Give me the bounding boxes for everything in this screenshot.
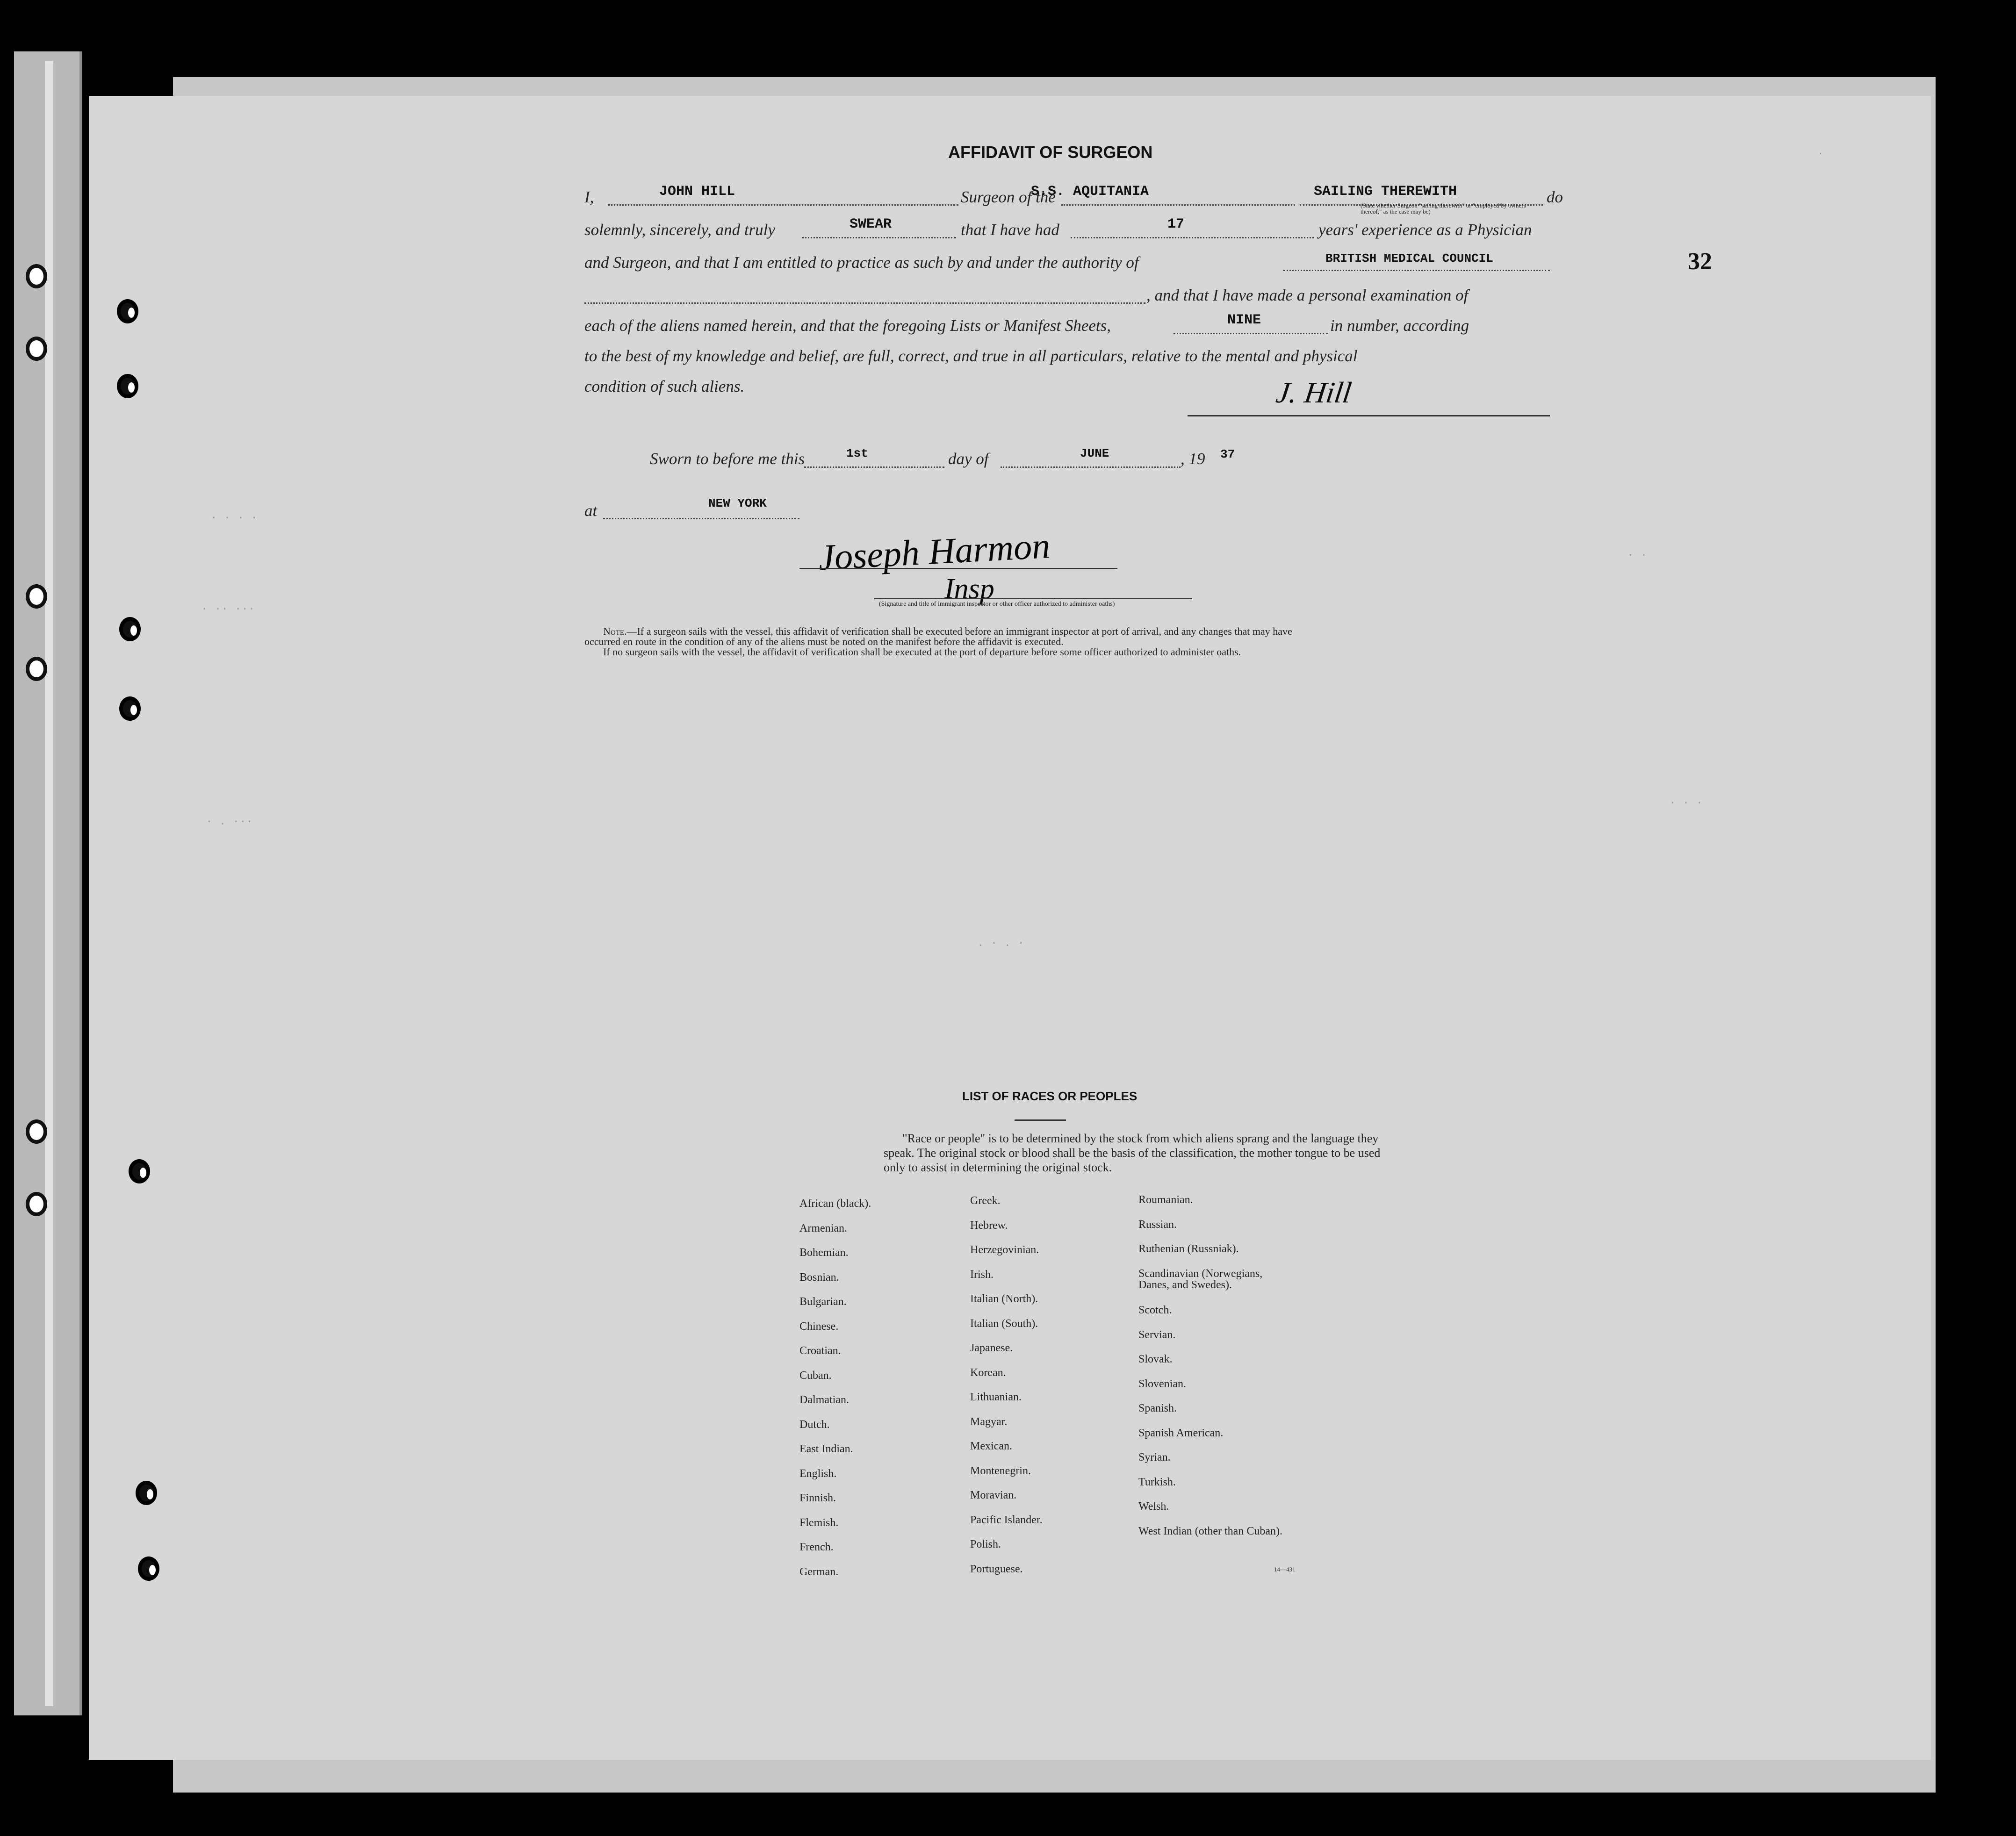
text-personal-examination: , and that I have made a personal examination of [1146, 286, 1469, 304]
race-item: Dalmatian. [799, 1394, 849, 1406]
note-label: Note. [603, 625, 627, 637]
race-item: Croatian. [799, 1345, 841, 1357]
race-item: Armenian. [799, 1222, 847, 1234]
text-surgeon-of: Surgeon of the [961, 188, 1056, 206]
race-item: Italian (North). [970, 1293, 1038, 1305]
text-in-number: in number, according [1330, 316, 1469, 335]
document-page [89, 96, 1931, 1760]
authority-continuation-line [584, 302, 1145, 304]
race-item: Irish. [970, 1268, 994, 1281]
race-item: Portuguese. [970, 1563, 1023, 1575]
status-instruction: (State whether Surgeon "sailing therewith" or "employed by owners thereof," as the case may be) [1361, 202, 1526, 215]
race-item: Magyar. [970, 1415, 1008, 1428]
text-solemnly: solemnly, sincerely, and truly [584, 221, 775, 239]
day-line [804, 466, 944, 468]
race-item: Turkish. [1138, 1476, 1176, 1488]
race-item: Russian. [1138, 1218, 1177, 1231]
bleed-through-text: . .. ... [201, 601, 255, 613]
month-line [1001, 466, 1181, 468]
text-each-alien: each of the aliens named herein, and that the foregoing Lists or Manifest Sheets, [584, 316, 1111, 335]
affidavit-note [584, 626, 1292, 657]
race-item: Herzegovinian. [970, 1244, 1039, 1256]
text-and-surgeon: and Surgeon, and that I am entitled to practice as such by and under the authority of [584, 253, 1139, 272]
authority-field: BRITISH MEDICAL COUNCIL [1325, 251, 1493, 265]
note-line-1: —If a surgeon sails with the vessel, this affidavit of verification shall be executed before an immigrant inspector at port of arrival, and any changes that may have [626, 625, 1292, 637]
race-item: Pacific Islander. [970, 1513, 1043, 1526]
race-item: Chinese. [799, 1320, 839, 1333]
day-field: 1st [846, 446, 868, 460]
race-item: Finnish. [799, 1492, 836, 1504]
form-code: 14—431 [1274, 1566, 1296, 1573]
race-item: Montenegrin. [970, 1464, 1031, 1477]
binder-edge [45, 61, 53, 1706]
surgeon-status-field: SAILING THEREWITH [1314, 184, 1457, 200]
punch-hole [26, 337, 47, 361]
race-item: Bulgarian. [799, 1296, 847, 1308]
race-item: Japanese. [970, 1342, 1013, 1354]
races-title-rule [1015, 1119, 1066, 1121]
race-item: Mexican. [970, 1440, 1012, 1452]
race-item: West Indian (other than Cuban). [1138, 1525, 1282, 1537]
signature-caption: (Signature and title of immigrant inspector or other officer authorized to administer oaths) [879, 601, 1115, 608]
surgeon-name-field: JOHN HILL [659, 184, 735, 200]
text-do: do [1547, 188, 1563, 206]
name-line [608, 204, 958, 206]
races-description: "Race or people" is to be determined by the stock from which aliens sprang and the language they speak. The original stock or blood shall be the basis of the classification, the mother tongue to be used only to assist in determining the original stock. [884, 1132, 1381, 1174]
inspector-title-line [874, 598, 1192, 599]
race-item: Scandinavian (Norwegians, Danes, and Swedes). [1138, 1267, 1263, 1291]
race-item: Servian. [1138, 1328, 1176, 1341]
race-item: Dutch. [799, 1418, 830, 1431]
races-title: LIST OF RACES OR PEOPLES [962, 1089, 1138, 1103]
race-item: Ruthenian (Russniak). [1138, 1243, 1239, 1255]
race-item: Moravian. [970, 1489, 1017, 1501]
inspector-title-signature: Insp [944, 573, 994, 605]
month-field: JUNE [1080, 446, 1109, 460]
punch-hole [26, 657, 47, 681]
text-sworn: Sworn to before me this [650, 450, 805, 468]
bleed-through-text: · · · [1669, 797, 1703, 810]
punch-hole [119, 617, 141, 641]
note-line-3: If no surgeon sails with the vessel, the affidavit of verification shall be executed at the port of departure before some officer authorized to administer oaths. [603, 646, 1241, 658]
oath-field: SWEAR [850, 216, 892, 232]
affidavit-title: AFFIDAVIT OF SURGEON [948, 143, 1153, 162]
race-item: Spanish. [1138, 1402, 1177, 1414]
punch-hole [129, 1159, 150, 1183]
surgeon-signature-line [1188, 415, 1550, 416]
inspector-signature-line [799, 568, 1117, 569]
text-condition: condition of such aliens. [584, 377, 745, 395]
page-mark: · [1819, 147, 1822, 159]
race-item: Scotch. [1138, 1304, 1172, 1316]
bleed-through-text: · · · · [210, 512, 258, 524]
sheets-count-field: NINE [1227, 312, 1261, 328]
race-item: English. [799, 1467, 837, 1480]
text-that-i-have-had: that I have had [961, 221, 1059, 239]
text-at: at [584, 502, 598, 520]
race-item: Hebrew. [970, 1219, 1008, 1232]
race-item: German. [799, 1565, 839, 1578]
race-item: Korean. [970, 1366, 1006, 1379]
punch-hole [136, 1481, 157, 1505]
punch-hole [26, 584, 47, 609]
sheets-line [1174, 333, 1328, 334]
ship-name-field: S.S. AQUITANIA [1031, 184, 1149, 200]
punch-hole [119, 696, 141, 721]
race-item: Spanish American. [1138, 1427, 1224, 1439]
race-item: Slovenian. [1138, 1377, 1186, 1390]
race-item: Lithuanian. [970, 1391, 1022, 1403]
year-field: 37 [1220, 447, 1235, 461]
race-item: Italian (South). [970, 1317, 1038, 1330]
race-item: Polish. [970, 1538, 1001, 1550]
race-item: Roumanian. [1138, 1194, 1193, 1206]
oath-line [802, 237, 956, 238]
race-item: East Indian. [799, 1443, 853, 1455]
race-item: Welsh. [1138, 1500, 1169, 1513]
race-item: Slovak. [1138, 1353, 1173, 1365]
bleed-through-text: . · . · [977, 937, 1024, 950]
inspector-signature: Joseph Harmon [817, 525, 1051, 578]
years-line [1071, 237, 1314, 238]
race-item: Bohemian. [799, 1247, 849, 1259]
race-item: Flemish. [799, 1516, 839, 1529]
text-best-knowledge: to the best of my knowledge and belief, are full, correct, and true in all particulars, relative to the mental and physical [584, 347, 1358, 365]
race-item: Cuban. [799, 1369, 832, 1382]
authority-line [1283, 270, 1550, 271]
ship-line [1061, 204, 1295, 206]
note-line-2: occurred en route in the condition of any of the aliens must be noted on the manifest before the affidavit is executed. [584, 636, 1064, 647]
place-line [603, 518, 799, 519]
text-i: I, [584, 188, 594, 206]
surgeon-signature: J. Hill [1274, 376, 1354, 409]
race-item: African (black). [799, 1198, 871, 1210]
bleed-through-text: · · [1627, 549, 1648, 562]
text-years-experience: years' experience as a Physician [1318, 221, 1532, 239]
page-number: 32 [1688, 248, 1712, 275]
punch-hole [117, 374, 138, 398]
text-year-prefix: , 19 [1181, 450, 1205, 468]
text-day-of: day of [948, 450, 989, 468]
place-field: NEW YORK [708, 496, 767, 510]
punch-hole [138, 1556, 159, 1581]
years-field: 17 [1167, 216, 1185, 232]
bleed-through-text: · . ··· [206, 816, 253, 828]
race-item: Syrian. [1138, 1451, 1171, 1463]
race-item: Greek. [970, 1195, 1001, 1207]
punch-hole [117, 299, 138, 323]
race-item: Bosnian. [799, 1271, 839, 1284]
punch-hole [26, 1119, 47, 1144]
punch-hole [26, 264, 47, 288]
race-item: French. [799, 1541, 834, 1553]
punch-hole [26, 1192, 47, 1216]
